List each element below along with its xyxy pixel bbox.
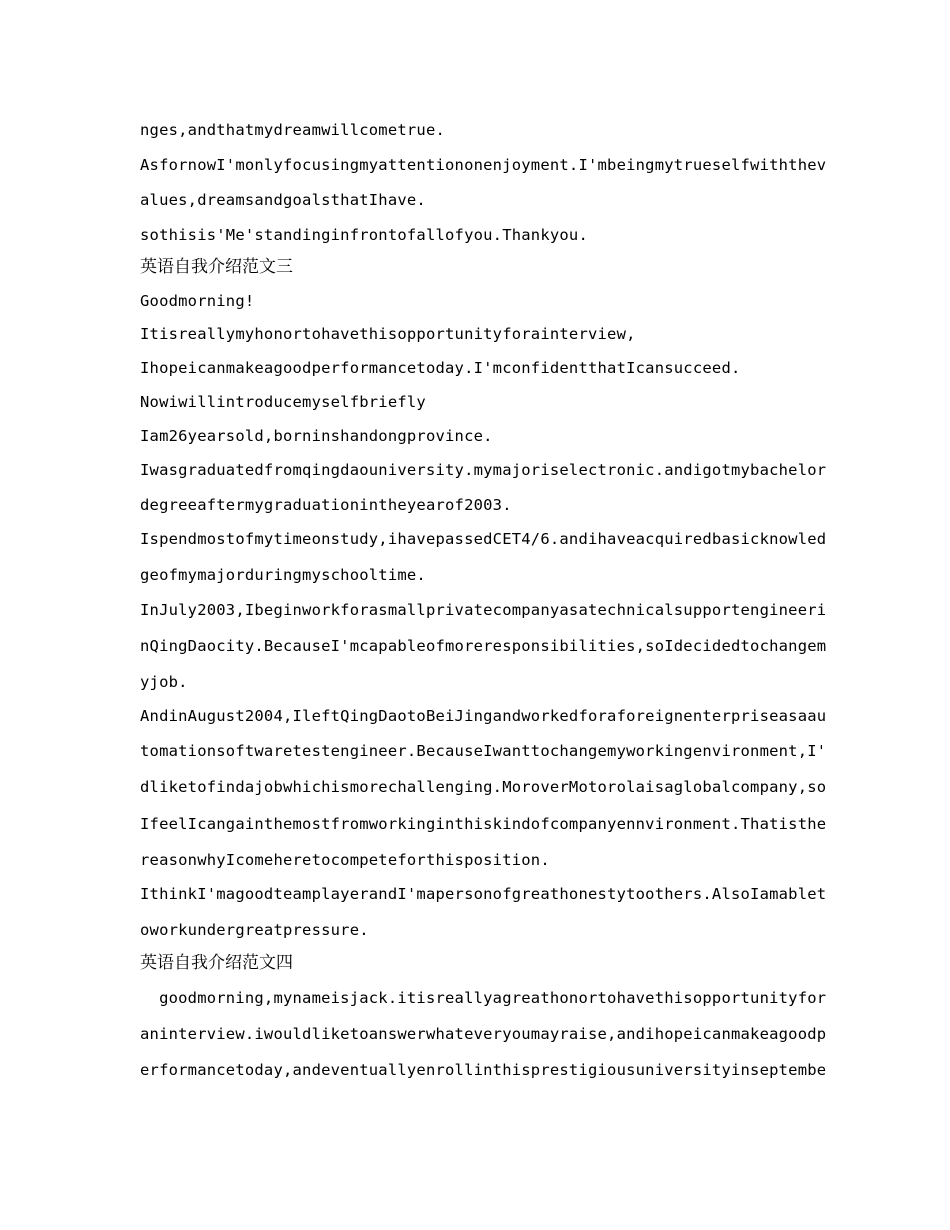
text-line: dliketofindajobwhichismorechallenging.MoroverMotorolaisaglobalcompany,so	[140, 778, 827, 796]
text-line: degreeaftermygraduationintheyearof2003.	[140, 496, 512, 514]
text-line: tomationsoftwaretestengineer.BecauseIwanttochangemyworkingenvironment,I'	[140, 742, 827, 760]
text-line: Itisreallymyhonortohavethisopportunityforainterview,	[140, 325, 636, 343]
text-line: Iwasgraduatedfromqingdaouniversity.mymajoriselectronic.andigotmybachelor	[140, 461, 827, 479]
text-line: Iam26yearsold,borninshandongprovince.	[140, 427, 493, 445]
text-line: Nowiwillintroducemyselfbriefly	[140, 393, 426, 411]
text-line: Ihopeicanmakeagoodperformancetoday.I'mconfidentthatIcansucceed.	[140, 359, 741, 377]
section-heading: 英语自我介绍范文三	[140, 257, 293, 277]
text-line: Ispendmostofmytimeonstudy,ihavepassedCET4/6.andihaveacquiredbasicknowled	[140, 530, 827, 548]
text-line: sothisis'Me'standinginfrontofallofyou.Thankyou.	[140, 226, 588, 244]
text-line: oworkundergreatpressure.	[140, 921, 369, 939]
section-heading: 英语自我介绍范文四	[140, 953, 293, 973]
text-line: AndinAugust2004,IleftQingDaotoBeiJingandworkedforaforeignenterpriseasaau	[140, 707, 827, 725]
text-line: IthinkI'magoodteamplayerandI'mapersonofgreathonestytoothers.AlsoIamablet	[140, 885, 827, 903]
text-line: erformancetoday,andeventuallyenrollinthisprestigiousuniversityinseptembe	[140, 1061, 827, 1079]
text-line: aninterview.iwouldliketoanswerwhateveryoumayraise,andihopeicanmakeagoodp	[140, 1025, 827, 1043]
text-line: alues,dreamsandgoalsthatIhave.	[140, 191, 426, 209]
text-line: InJuly2003,Ibeginworkforasmallprivatecompanyasatechnicalsupportengineeri	[140, 601, 827, 619]
text-line: reasonwhyIcomeheretocompeteforthisposition.	[140, 851, 550, 869]
text-line: Goodmorning!	[140, 292, 255, 310]
text-line: yjob.	[140, 673, 188, 691]
text-line: IfeelIcangainthemostfromworkinginthiskindofcompanyennvironment.Thatisthe	[140, 815, 827, 833]
text-line: AsfornowI'monlyfocusingmyattentiononenjoyment.I'mbeingmytrueselfwiththev	[140, 156, 827, 174]
text-line: geofmymajorduringmyschooltime.	[140, 566, 426, 584]
text-line: goodmorning,mynameisjack.itisreallyagreathonortohavethisopportunityfor	[140, 989, 827, 1007]
text-line: nges,andthatmydreamwillcometrue.	[140, 121, 446, 139]
text-line: nQingDaocity.BecauseI'mcapableofmoreresponsibilities,soIdecidedtochangem	[140, 637, 827, 655]
